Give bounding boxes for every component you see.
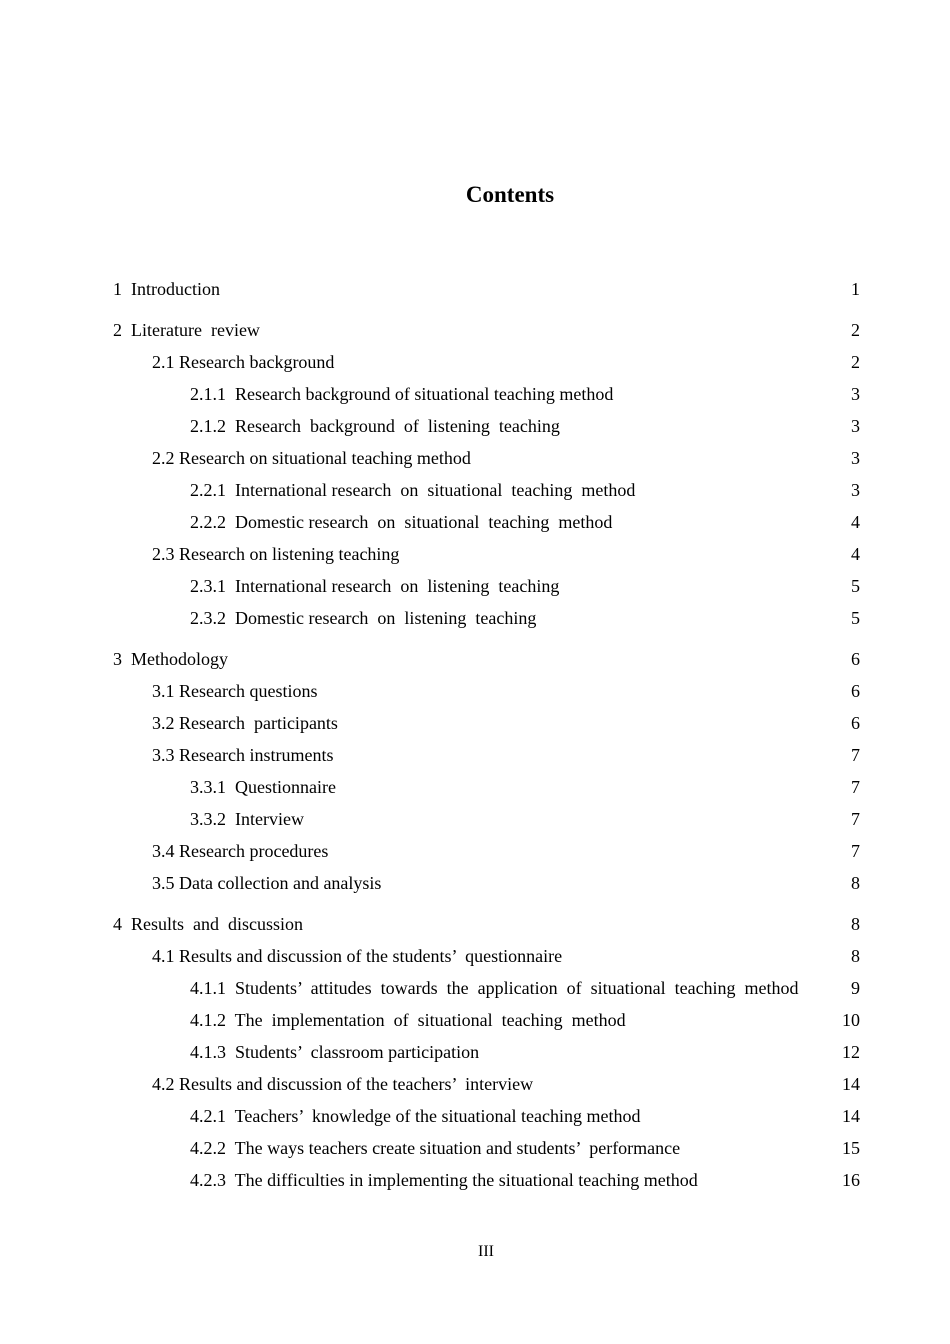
toc-entry-page: 2 <box>851 320 860 340</box>
table-of-contents <box>113 273 860 1196</box>
toc-entry <box>113 602 860 634</box>
toc-entry-title: 4.1.3 Students’ classroom participation <box>190 1042 480 1062</box>
page-number: III <box>478 1243 494 1260</box>
toc-entry-title: 4.2.3 The difficulties in implementing the situational teaching method <box>190 1170 698 1190</box>
toc-entry-title: 4.2 Results and discussion of the teachers’ interview <box>152 1074 534 1094</box>
toc-entry-title: 3.1 Research questions <box>152 681 318 701</box>
toc-entry <box>113 346 860 378</box>
toc-entry <box>113 835 860 867</box>
toc-entry <box>113 940 860 972</box>
toc-entry-title: 2.2 Research on situational teaching method <box>152 448 471 468</box>
toc-entry <box>113 803 860 835</box>
toc-entry-page: 3 <box>851 384 860 404</box>
toc-entry-page: 7 <box>851 777 860 797</box>
toc-entry-page: 6 <box>851 713 860 733</box>
toc-entry <box>113 538 860 570</box>
toc-entry-page: 7 <box>851 841 860 861</box>
toc-entry-title: 4.2.2 The ways teachers create situation and students’ performance <box>190 1138 681 1158</box>
toc-entry <box>113 1068 860 1100</box>
toc-entry-page: 8 <box>851 873 860 893</box>
toc-entry-title: 2.1 Research background <box>152 352 335 372</box>
toc-entry-page: 4 <box>851 544 860 564</box>
toc-entry-title: 3.4 Research procedures <box>152 841 329 861</box>
toc-entry <box>113 771 860 803</box>
toc-entry <box>113 972 860 1004</box>
toc-entry <box>113 378 860 410</box>
toc-entry <box>113 474 860 506</box>
toc-entry <box>113 442 860 474</box>
toc-entry <box>113 643 860 675</box>
toc-entry-title: 3.3.2 Interview <box>190 809 304 829</box>
toc-entry-title: 4.2.1 Teachers’ knowledge of the situational teaching method <box>190 1106 641 1126</box>
toc-entry-title: 2.2.1 International research on situational teaching method <box>190 480 636 500</box>
toc-entry-page: 5 <box>851 608 860 628</box>
toc-entry-page: 6 <box>851 681 860 701</box>
toc-entry <box>113 1004 860 1036</box>
toc-entry-page: 3 <box>851 416 860 436</box>
toc-entry-title: 2.3.1 International research on listening teaching <box>190 576 560 596</box>
toc-entry-page: 16 <box>842 1170 860 1190</box>
toc-entry-title: 2.3 Research on listening teaching <box>152 544 400 564</box>
toc-entry-title: 4.1 Results and discussion of the students’ questionnaire <box>152 946 563 966</box>
toc-entry-title: 3.3 Research instruments <box>152 745 334 765</box>
toc-entry <box>113 410 860 442</box>
toc-entry-title: 4.1.2 The implementation of situational teaching method <box>190 1010 626 1030</box>
toc-entry-title: 4 Results and discussion <box>113 914 304 934</box>
toc-entry <box>113 273 860 305</box>
toc-entry-page: 7 <box>851 745 860 765</box>
toc-entry-page: 3 <box>851 480 860 500</box>
toc-entry-title: 2.3.2 Domestic research on listening teaching <box>190 608 537 628</box>
toc-entry-page: 3 <box>851 448 860 468</box>
toc-entry <box>113 314 860 346</box>
toc-entry-page: 5 <box>851 576 860 596</box>
toc-entry <box>113 707 860 739</box>
toc-entry <box>113 506 860 538</box>
toc-entry-page: 14 <box>842 1074 860 1094</box>
toc-entry-title: 1 Introduction <box>113 279 220 299</box>
toc-entry-page: 8 <box>851 914 860 934</box>
toc-entry <box>113 1132 860 1164</box>
toc-entry-page: 2 <box>851 352 860 372</box>
toc-entry-title: 3.2 Research participants <box>152 713 338 733</box>
toc-entry-title: 2.1.1 Research background of situational teaching method <box>190 384 614 404</box>
toc-entry-page: 12 <box>842 1042 860 1062</box>
toc-entry-title: 2.1.2 Research background of listening teaching <box>190 416 560 436</box>
toc-entry <box>113 867 860 899</box>
toc-entry-title: 3 Methodology <box>113 649 228 669</box>
toc-entry-page: 8 <box>851 946 860 966</box>
toc-entry-title: 4.1.1 Students’ attitudes towards the application of situational teaching method <box>190 978 799 998</box>
toc-entry <box>113 1164 860 1196</box>
toc-entry <box>113 908 860 940</box>
toc-entry <box>113 675 860 707</box>
toc-entry-title: 2 Literature review <box>113 320 260 340</box>
toc-entry <box>113 570 860 602</box>
toc-entry-page: 10 <box>842 1010 860 1030</box>
toc-entry-title: 3.3.1 Questionnaire <box>190 777 336 797</box>
toc-entry <box>113 739 860 771</box>
toc-entry-page: 6 <box>851 649 860 669</box>
toc-entry-title: 2.2.2 Domestic research on situational teaching method <box>190 512 613 532</box>
toc-entry-page: 1 <box>851 279 860 299</box>
toc-entry-title: 3.5 Data collection and analysis <box>152 873 382 893</box>
toc-entry-page: 14 <box>842 1106 860 1126</box>
toc-entry <box>113 1100 860 1132</box>
toc-entry-page: 4 <box>851 512 860 532</box>
toc-entry-page: 15 <box>842 1138 860 1158</box>
page-title: Contents <box>465 182 555 207</box>
toc-entry <box>113 1036 860 1068</box>
toc-entry-page: 9 <box>851 978 860 998</box>
toc-entry-page: 7 <box>851 809 860 829</box>
